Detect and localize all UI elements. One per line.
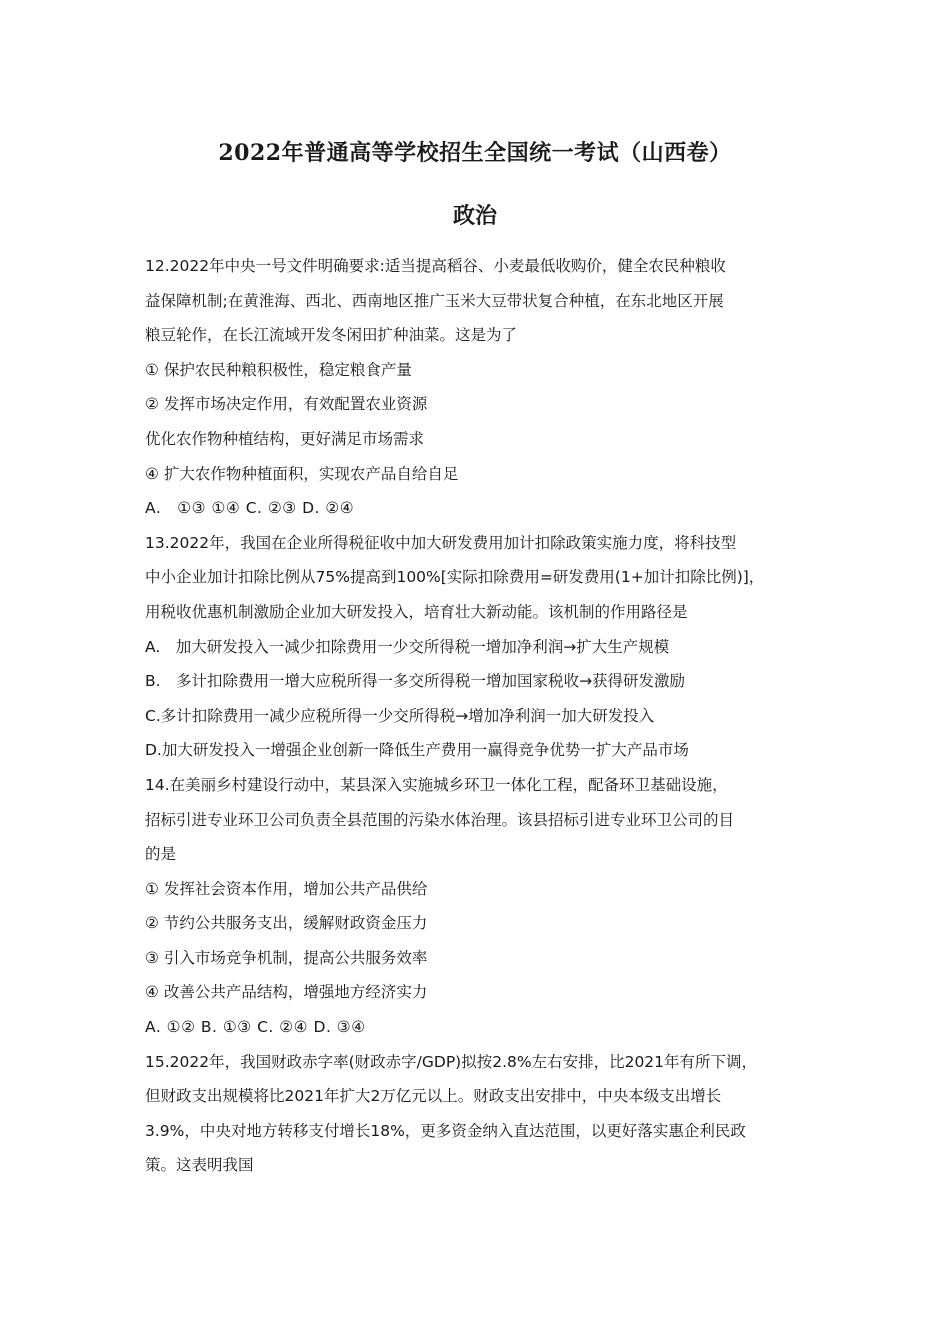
answer-choice: B. 多计扣除费用一增大应税所得一多交所得税一增加国家税收→获得研发激励: [145, 672, 686, 691]
answer-choice: A. 加大研发投入一减少扣除费用一少交所得税一增加净利润→扩大生产规模: [145, 637, 670, 656]
answer-choices: A. ①③ ①④ C. ②③ D. ②④: [145, 499, 355, 518]
answer-choices: A. ①② B. ①③ C. ②④ D. ③④: [145, 1018, 366, 1037]
subject-heading: 政治: [452, 203, 497, 229]
text-line: 3.9%，中央对地方转移支付增长18%，更多资金纳入直达范围，以更好落实惠企利民政: [145, 1121, 746, 1140]
answer-choice: C.多计扣除费用一减少应税所得一少交所得税→增加净利润一加大研发投入: [145, 706, 655, 725]
answer-choice: D.加大研发投入一增强企业创新一降低生产费用一赢得竞争优势一扩大产品市场: [145, 741, 689, 760]
text-line: 15.2022年，我国财政赤字率(财政赤字/GDP)拟按2.8%左右安排，比2021年有所下调，: [145, 1052, 758, 1071]
text-line: 益保障机制;在黄淮海、西北、西南地区推广玉米大豆带状复合种植，在东北地区开展: [145, 291, 724, 310]
text-line: 招标引进专业环卫公司负责全县范围的污染水体治理。该县招标引进专业环卫公司的目: [145, 810, 735, 829]
exam-title: 2022年普通高等学校招生全国统一考试（山西卷）: [218, 140, 732, 166]
option-line: ② 发挥市场决定作用，有效配置农业资源: [145, 395, 428, 414]
text-line: 用税收优惠机制激励企业加大研发投入，培育壮大新动能。该机制的作用路径是: [145, 602, 688, 621]
text-line: 13.2022年，我国在企业所得税征收中加大研发费用加计扣除政策实施力度，将科技型: [145, 533, 737, 552]
option-line: ④ 扩大农作物种植面积，实现农产品自给自足: [145, 464, 459, 483]
text-line: 粮豆轮作，在长江流域开发冬闲田扩种油菜。这是为了: [145, 326, 518, 345]
text-line: 12.2022年中央一号文件明确要求:适当提高稻谷、小麦最低收购价，健全农民种粮收: [145, 257, 726, 275]
text-line: 中小企业加计扣除比例从75%提高到100%[实际扣除费用=研发费用(1+加计扣除比例)]，: [145, 568, 765, 587]
option-line: ① 保护农民种粮积极性，稳定粮食产量: [145, 360, 412, 379]
option-line: ① 发挥社会资本作用，增加公共产品供给: [145, 879, 428, 898]
option-line: ④ 改善公共产品结构，增强地方经济实力: [145, 983, 428, 1002]
text-line: 但财政支出规模将比2021年扩大2万亿元以上。财政支出安排中，中央本级支出增长: [145, 1087, 722, 1106]
text-line: 策。这表明我国: [145, 1156, 254, 1175]
option-line: ② 节约公共服务支出，缓解财政资金压力: [145, 914, 428, 933]
text-line: 的是: [145, 845, 177, 864]
text-line: 14.在美丽乡村建设行动中，某县深入实施城乡环卫一体化工程，配备环卫基础设施，: [145, 775, 728, 794]
option-line: 优化农作物种植结构，更好满足市场需求: [145, 429, 425, 448]
question-body: [145, 252, 825, 1186]
option-line: ③ 引入市场竞争机制，提高公共服务效率: [145, 948, 428, 967]
